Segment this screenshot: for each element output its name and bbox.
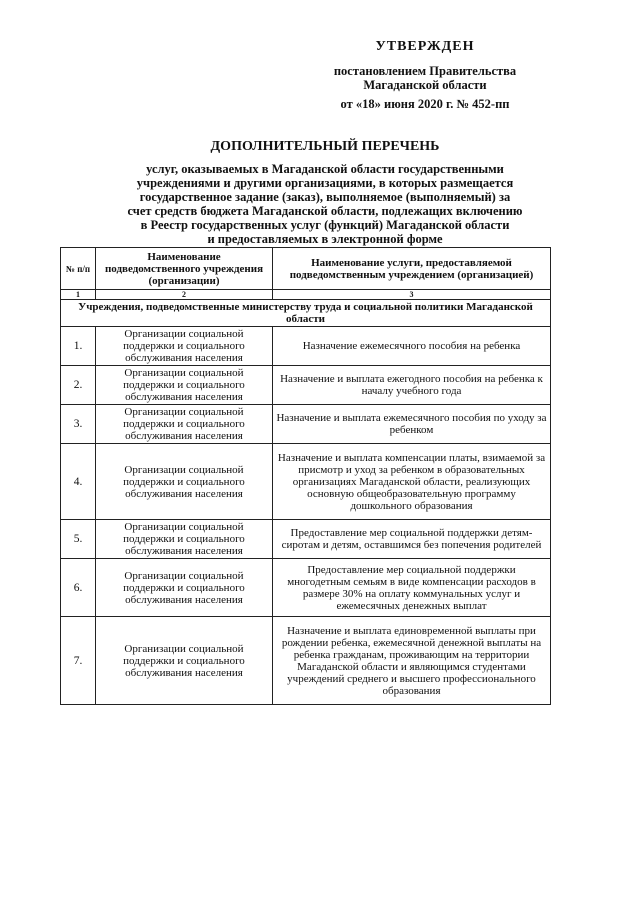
table-row [61,327,551,366]
row-organization: Организации социальной поддержки и социального обслуживания населения [96,366,273,405]
row-organization: Организации социальной поддержки и социального обслуживания населения [96,444,273,520]
row-service: Назначение и выплата единовременной выплаты при рождении ребенка, ежемесячной денежной выплаты на ребенка гражданам, проживающим на территории Магаданской области и являющимся студентами учреждений среднего и высшего профессионального образования [273,617,551,705]
approval-line-2: постановлением Правительства [333,64,517,78]
table-row [61,405,551,444]
title-line-1: услуг, оказываемых в Магаданской области государственными [146,162,504,176]
table-row [61,366,551,405]
title-line-2: учреждениями и другими организациями, в которых размещается [136,176,514,190]
row-service: Назначение ежемесячного пособия на ребенка [273,327,551,366]
row-organization: Организации социальной поддержки и социального обслуживания населения [96,327,273,366]
column-number-1: 1 [61,290,96,300]
approval-line-3: Магаданской области [363,78,487,92]
row-number: 3. [61,405,96,444]
approval-stamp [300,40,550,111]
title-line-3: государственное задание (заказ), выполняемое (выполняемый) за [139,190,511,204]
column-numbers-row [61,290,551,300]
row-service: Назначение и выплата ежемесячного пособия по уходу за ребенком [273,405,551,444]
title-line-4: счет средств бюджета Магаданской области, подлежащих включению [127,204,523,218]
services-table [60,247,551,705]
row-number: 6. [61,559,96,617]
table-row [61,617,551,705]
title-heading: ДОПОЛНИТЕЛЬНЫЙ ПЕРЕЧЕНЬ [210,139,440,154]
row-service: Назначение и выплата компенсации платы, взимаемой за присмотр и уход за ребенком в образовательных организациях Магаданской области, реализующих основную общеобразовательную программу дошкольного образования [273,444,551,520]
table-row [61,520,551,559]
title-line-5: в Реестр государственных услуг (функций) Магаданской области [140,218,510,232]
section-title: Учреждения, подведомственные министерству труда и социальной политики Магаданской области [61,300,551,327]
row-organization: Организации социальной поддержки и социального обслуживания населения [96,559,273,617]
approval-title: УТВЕРЖДЕН [375,39,475,54]
column-number-3: 3 [273,290,551,300]
header-organization: Наименование подведомственного учреждения (организации) [96,248,273,290]
row-service: Предоставление мер социальной поддержки многодетным семьям в виде компенсации расходов в размере 30% на оплату коммунальных услуг и ежемесячных денежных выплат [273,559,551,617]
header-service: Наименование услуги, предоставляемой подведомственным учреждением (организацией) [273,248,551,290]
table-header-row [61,248,551,290]
row-organization: Организации социальной поддержки и социального обслуживания населения [96,405,273,444]
section-row [61,300,551,327]
table-row [61,444,551,520]
row-number: 5. [61,520,96,559]
table-row [61,559,551,617]
row-number: 1. [61,327,96,366]
row-number: 4. [61,444,96,520]
header-number: № п/п [61,248,96,290]
document-title [60,140,590,246]
row-service: Предоставление мер социальной поддержки детям-сиротам и детям, оставшимся без попечения родителей [273,520,551,559]
row-number: 2. [61,366,96,405]
row-number: 7. [61,617,96,705]
row-organization: Организации социальной поддержки и социального обслуживания населения [96,520,273,559]
approval-date: от «18» июня 2020 г. № 452-пп [340,97,510,111]
title-line-6: и предоставляемых в электронной форме [207,232,443,246]
row-service: Назначение и выплата ежегодного пособия на ребенка к началу учебного года [273,366,551,405]
row-organization: Организации социальной поддержки и социального обслуживания населения [96,617,273,705]
column-number-2: 2 [96,290,273,300]
